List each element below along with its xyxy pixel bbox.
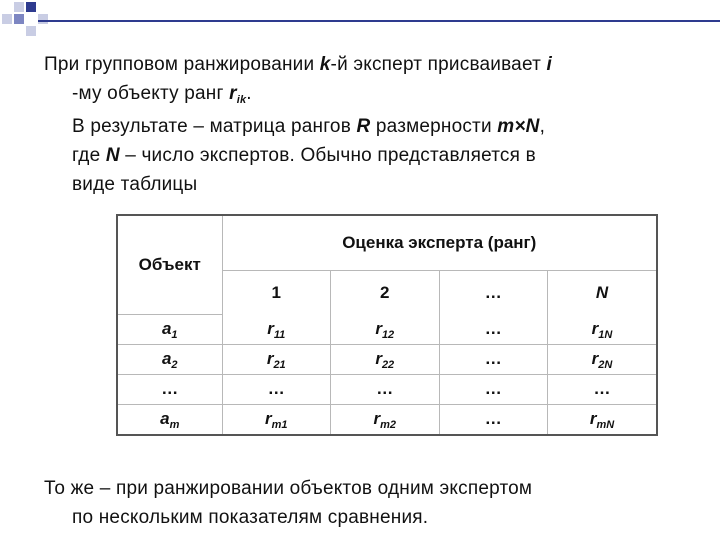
expert-column-header: N [548, 271, 657, 315]
expert-column-header: 2 [331, 271, 440, 315]
deco-square [14, 2, 24, 12]
rank-cell: $r_{m2}$ [331, 405, 440, 434]
deco-square [14, 14, 24, 24]
rank-cell: $r_{1N}$ [548, 315, 657, 345]
table-row [118, 315, 656, 345]
table-row [118, 375, 656, 405]
expert-column-header: … [439, 271, 548, 315]
rank-cell: … [439, 405, 548, 434]
rank-cell: $r_{mN}$ [548, 405, 657, 434]
object-cell: $a_1$ [118, 315, 222, 345]
rank-cell: … [222, 375, 331, 405]
rank-cell: $r_{12}$ [331, 315, 440, 345]
deco-square [2, 14, 12, 24]
expert-rank-header: Оценка эксперта (ранг) [222, 216, 656, 271]
rank-cell: $r_{21}$ [222, 345, 331, 375]
paragraph-ranking-definition: При групповом ранжировании k-й эксперт присваивает i -му объекту ранг $r_{ik}$. [44, 54, 552, 106]
expert-column-header: 1 [222, 271, 331, 315]
rank-cell: … [439, 345, 548, 375]
rank-cell: … [439, 375, 548, 405]
rank-cell: $r_{2N}$ [548, 345, 657, 375]
rank-cell: $r_{11}$ [222, 315, 331, 345]
object-column-header: Объект [118, 216, 222, 315]
object-cell: $a_m$ [118, 405, 222, 434]
rank-cell: … [439, 315, 548, 345]
rank-cell: $r_{22}$ [331, 345, 440, 375]
object-cell: … [118, 375, 222, 405]
deco-square [38, 14, 48, 24]
paragraph-single-expert: То же – при ранжировании объектов одним экспертом по нескольким показателям сравнения. [44, 478, 533, 528]
paragraph-rank-matrix: В результате – матрица рангов R размерности m×N, где N – число экспертов. Обычно представляется в виде таблицы [72, 116, 546, 195]
title-rule [38, 20, 720, 22]
rank-cell: … [548, 375, 657, 405]
object-cell: $a_2$ [118, 345, 222, 375]
deco-square [26, 2, 36, 12]
table-row [118, 405, 656, 434]
table-row [118, 345, 656, 375]
rank-table [116, 214, 658, 436]
rank-cell: … [331, 375, 440, 405]
rank-cell: $r_{m1}$ [222, 405, 331, 434]
deco-square [26, 26, 36, 36]
